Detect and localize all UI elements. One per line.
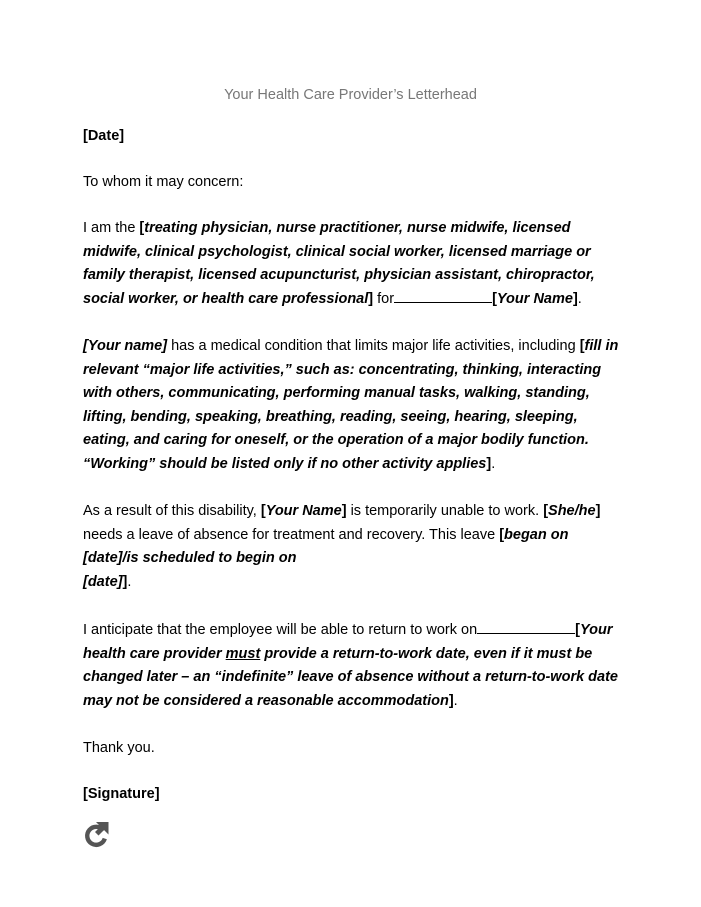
text-run: is temporarily unable to work.	[346, 503, 544, 519]
bracket: [	[492, 290, 497, 307]
bracket: [	[575, 622, 580, 638]
bracket: ]	[486, 455, 492, 472]
your-name-placeholder: Your Name	[496, 290, 573, 307]
text-run: for	[373, 290, 395, 307]
return-date-note: provide a return-to-work date, even if it must be changed later – an “indefinite” leave of absence without a return-to-work date may not be considered a reasonable accommodation	[83, 645, 618, 709]
bracket: ]	[368, 290, 374, 307]
your-name-placeholder: Your Name	[265, 503, 342, 519]
bracket: ]	[572, 290, 578, 307]
provider-role-placeholder: treating physician, nurse practitioner, nurse midwife, licensed midwife, clinical psychologist, clinical social worker, licensed marriage or family therapist, licensed acupuncturist, physician assistant, chiropractor, social worker, or health care professional	[83, 220, 595, 307]
bracket: [	[139, 220, 145, 236]
your-name-placeholder: [Your name]	[83, 338, 168, 354]
bracket: ]	[595, 503, 601, 519]
return-date-note-emphasis: must	[225, 645, 261, 662]
signature-placeholder: [Signature]	[83, 786, 160, 802]
salutation: To whom it may concern:	[83, 174, 244, 190]
return-date-note: Your health care provider	[83, 622, 613, 662]
paragraph-leave-of-absence	[83, 500, 628, 594]
text-run: As a result of this disability,	[83, 503, 261, 519]
date-placeholder: [Date]	[83, 128, 125, 144]
text-run: .	[453, 692, 458, 709]
text-run: I anticipate that the employee will be able to return to work on	[83, 622, 478, 638]
letterhead-placeholder: Your Health Care Provider’s Letterhead	[224, 87, 477, 103]
blank-line	[477, 619, 575, 634]
refresh-arrow-logo-icon	[83, 819, 111, 849]
text-run: has a medical condition that limits major life activities, including	[167, 338, 580, 354]
closing: Thank you.	[83, 740, 155, 756]
text-run: .	[127, 573, 132, 590]
pronoun-placeholder: She/he	[548, 503, 596, 519]
bracket: [	[499, 526, 505, 543]
bracket: ]	[448, 692, 454, 709]
text-run: .	[577, 290, 582, 307]
bracket: ]	[122, 573, 128, 590]
bracket: [	[260, 503, 266, 519]
paragraph-provider-role	[83, 217, 628, 311]
text-run: .	[491, 455, 496, 472]
date-placeholder-inline: [date]	[83, 573, 123, 590]
bracket: [	[579, 338, 585, 354]
leave-date-placeholder: began on [date]/is scheduled to begin on	[83, 526, 569, 567]
paragraph-medical-condition	[83, 335, 628, 477]
paragraph-return-to-work	[83, 619, 628, 713]
blank-line	[394, 288, 492, 303]
bracket: [	[543, 503, 549, 519]
text-run: I am the	[83, 220, 140, 236]
life-activities-placeholder: fill in relevant “major life activities,” such as: concentrating, thinking, interacting with others, communicating, performing manual tasks, walking, standing, lifting, bending, speaking, breathing, reading, seeing, hearing, sleeping, eating, and caring for oneself, or the operation of a major bodily function. “Working” should be listed only if no other activity applies	[83, 338, 619, 472]
text-run: needs a leave of absence for treatment and recovery. This leave	[83, 526, 500, 543]
bracket: ]	[341, 503, 347, 519]
